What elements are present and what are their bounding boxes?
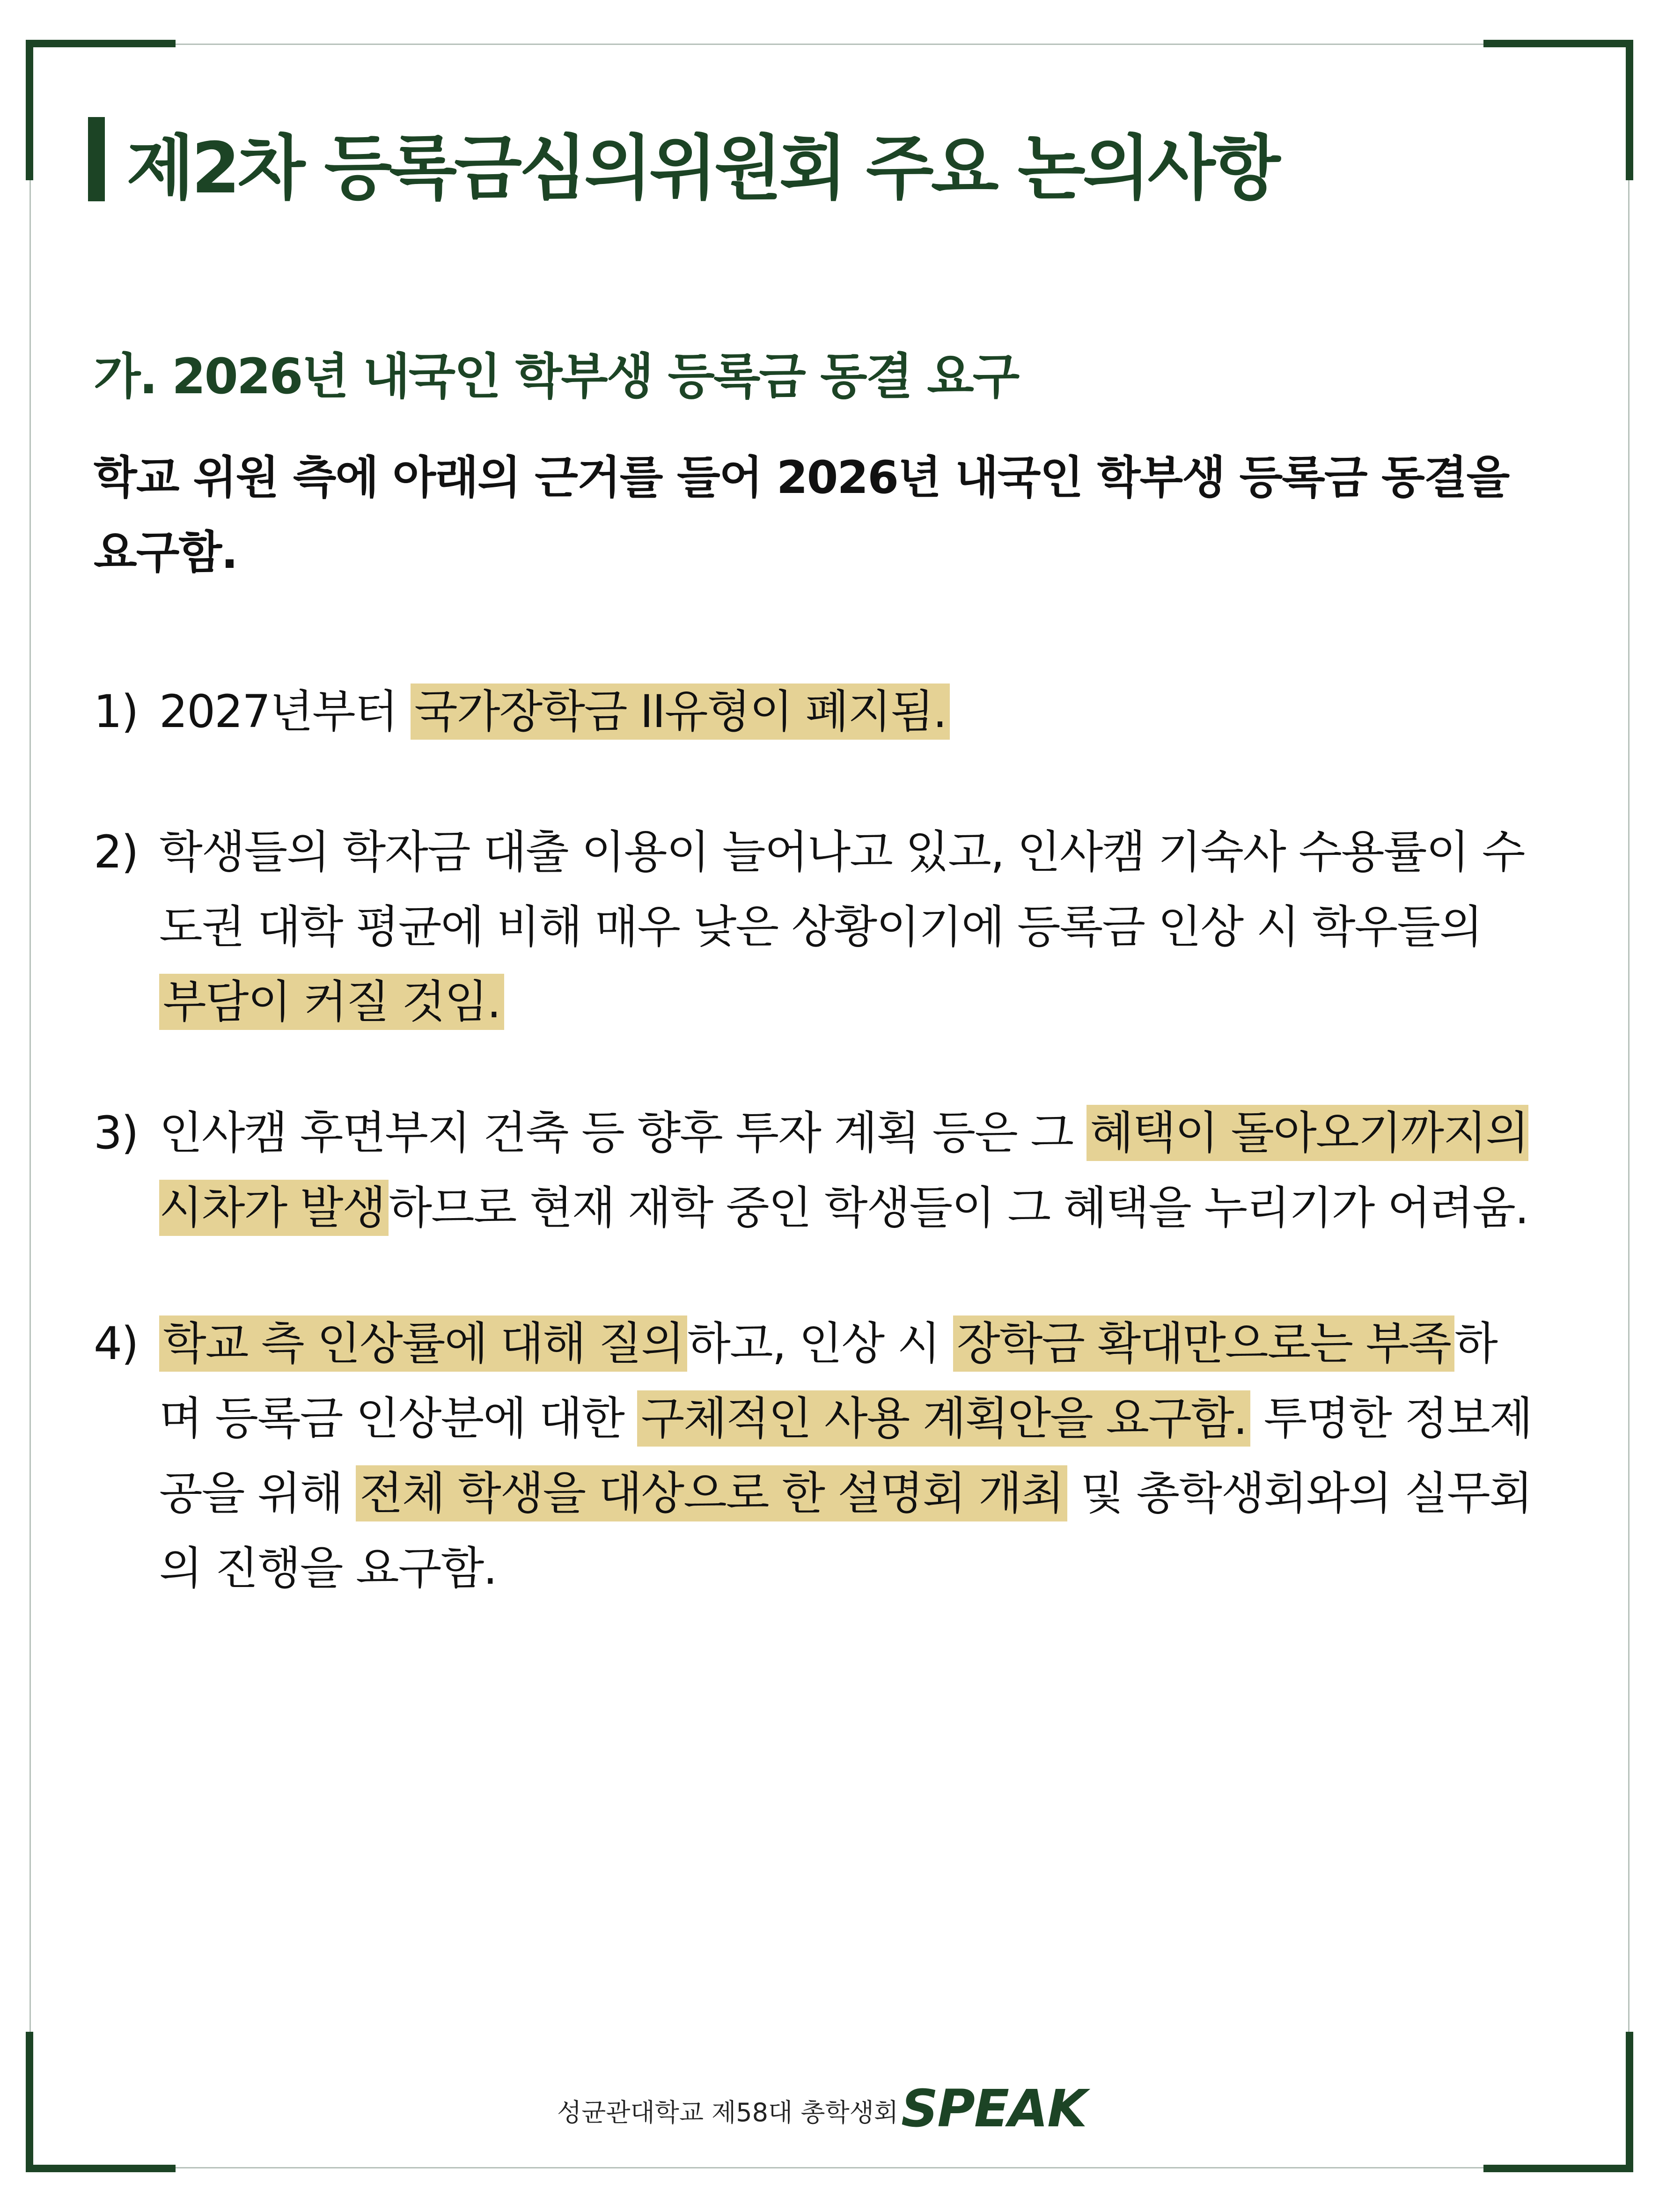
highlighted-text: 구체적인 사용 계획안을 요구함. [637,1390,1250,1447]
list-item-1 [94,674,1535,749]
highlighted-text: 혜택이 돌아오기까지의 시차가 발생 [159,1105,1528,1236]
item-number: 2) [94,826,138,878]
item-number: 3) [94,1107,138,1159]
footer-org: 성균관대학교 제58대 총학생회 [557,2098,899,2127]
item-body [159,674,1535,749]
item-body [159,1095,1535,1245]
item-body [159,815,1535,1039]
item-text: 및 총학생회와의 실무회의 진행을 요구함. [159,1467,1532,1595]
list-item-2 [94,815,1535,1039]
item-body [159,1306,1535,1606]
corner-accent-bottom-left [26,2032,176,2172]
item-number: 1) [94,685,138,738]
highlighted-text: 학교 측 인상률에 대해 질의 [159,1315,687,1372]
item-text: 투명한 정보제공을 위해 [159,1392,1532,1520]
item-number: 4) [94,1317,138,1370]
corner-accent-bottom-right [1483,2032,1633,2172]
section-heading: 가. 2026년 내국인 학부생 등록금 동결 요구 [94,348,1019,405]
item-text: 학생들의 학자금 대출 이용이 늘어나고 있고, 인사캠 기숙사 수용률이 수도권 대학 평균에 비해 매우 낮은 상황이기에 등록금 인상 시 학우들의 [159,826,1525,953]
title-accent-bar [88,117,105,201]
highlighted-text: 전체 학생을 대상으로 한 설명회 개최 [356,1465,1067,1521]
item-text: 인사캠 후면부지 건축 등 향후 투자 계획 등은 그 [159,1107,1086,1159]
corner-accent-top-right [1483,40,1633,180]
section-intro: 학교 위원 측에 아래의 근거를 들어 2026년 내국인 학부생 등록금 동결을 요구함. [94,451,1509,579]
highlighted-text: 국가장학금 II유형이 폐지됨. [411,683,950,740]
item-text: 하므로 현재 재학 중인 학생들이 그 혜택을 누리기가 어려움. [389,1182,1528,1234]
page-title: 제2차 등록금심의위원회 주요 논의사항 [126,128,1278,209]
item-text: 2027년부터 [159,685,411,738]
speak-logo: SPEAK [901,2079,1086,2139]
item-text: 하며 등록금 인상분에 대한 [159,1317,1497,1445]
highlighted-text: 부담이 커질 것임. [159,974,504,1030]
list-item-4 [94,1306,1535,1606]
list-item-3 [94,1095,1535,1245]
highlighted-text: 장학금 확대만으로는 부족 [953,1315,1454,1372]
item-text: 하고, 인상 시 [687,1317,953,1370]
